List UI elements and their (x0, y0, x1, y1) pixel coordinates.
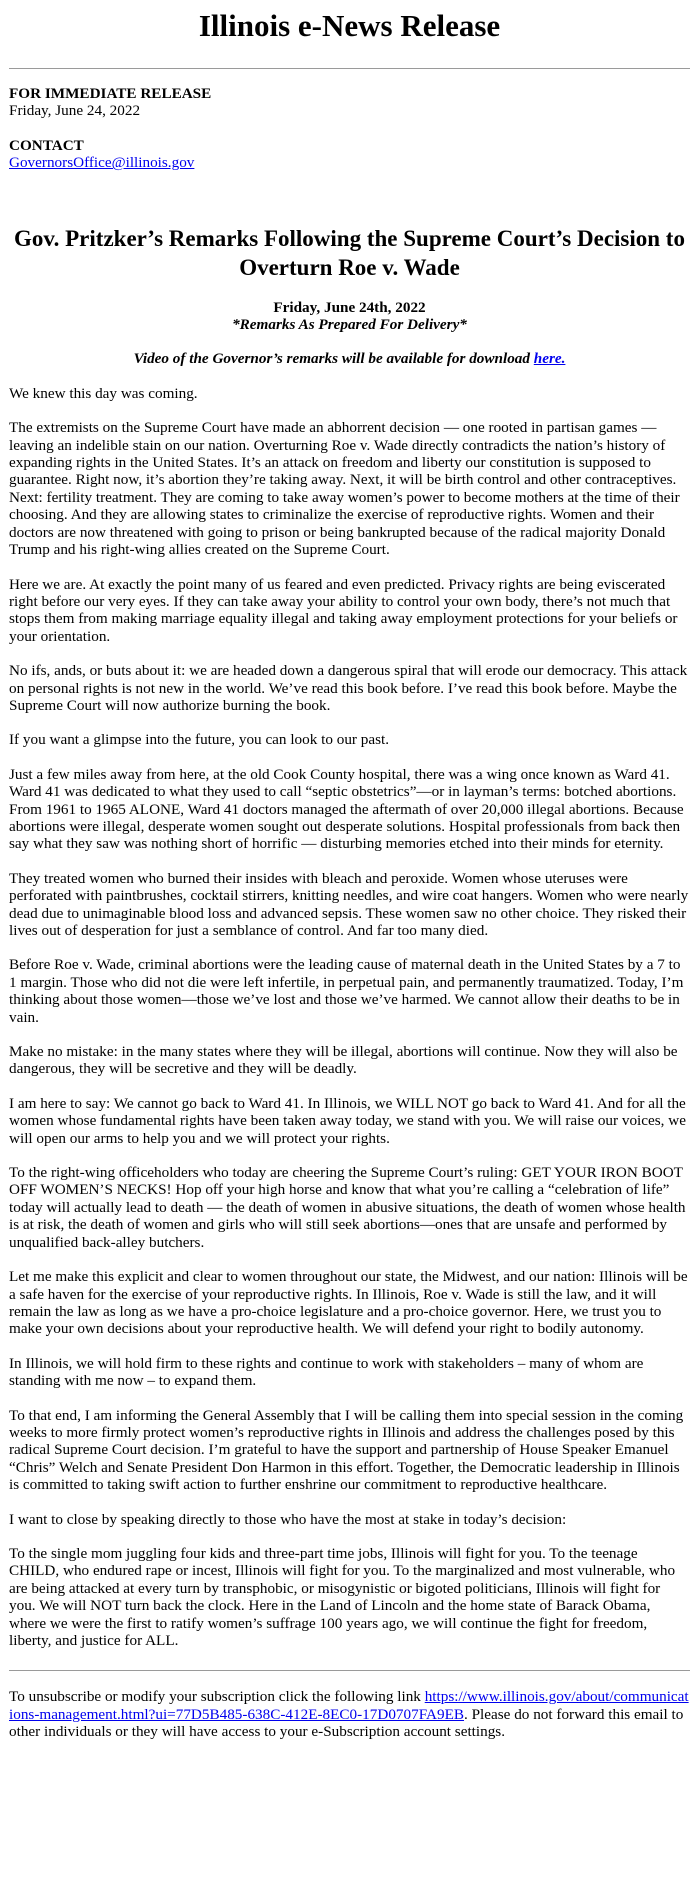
remarks-body (9, 385, 690, 1650)
body-paragraph: They treated women who burned their insides with bleach and peroxide. Women whose uteruses were perforated with paintbrushes, cocktail stirrers, knitting needles, and wire coat hangers. Women who were nearly dead due to unimaginable blood loss and advanced sepsis. These women saw no other choice. They risked their lives out of desperation for just a semblance of control. And far too many died. (9, 869, 689, 939)
body-paragraph: We knew this day was coming. (9, 384, 198, 402)
release-label: FOR IMMEDIATE RELEASE (9, 85, 212, 102)
footer-divider (9, 1670, 690, 1671)
footer-notice (9, 1688, 690, 1752)
body-paragraph: The extremists on the Supreme Court have made an abhorrent decision — one rooted in partisan games — leaving an indelible stain on our nation. Overturning Roe v. Wade directly contradicts the nation’s history of expanding rights in the United States. It’s an attack on freedom and liberty our constitution is supposed to guarantee. Right now, it’s abortion they’re taking away. Next, it will be birth control and other contraceptives. Next: fertility treatment. They are coming to take away women’s power to become mothers at the time of their choosing. And they are allowing states to criminalize the exercise of reproductive rights. Women and their doctors are now threatened with going to prison or being bankrupted because of the radical majority Donald Trump and his right-wing allies created on the Supreme Court. (9, 419, 680, 559)
contact-label: CONTACT (9, 136, 84, 154)
body-paragraph: Here we are. At exactly the point many of us feared and even predicted. Privacy rights are being eviscerated right before our very eyes. If they can take away your ability to control your own body, there’s not much that stops them from making marriage equality illegal and taking away employment protections for your beliefs or your orientation. (9, 575, 678, 645)
body-paragraph: Just a few miles away from here, at the old Cook County hospital, there was a wing once known as Ward 41. Ward 41 was dedicated to what they used to call “septic obstetrics”—or in layman’s terms: botched abortions. From 1961 to 1965 ALONE, Ward 41 doctors managed the aftermath of over 20,000 illegal abortions. Because abortions were illegal, desperate women sought out desperate solutions. Hospital professionals from back then say what they saw was nothing short of horrific — disturbing memories etched into their minds for eternity. (9, 765, 684, 853)
body-paragraph: To the single mom juggling four kids and three-part time jobs, Illinois will fight for you. To the teenage CHILD, who endured rape or incest, Illinois will fight for you. To the marginalized and most vulnerable, who are being attacked at every turn by transphobic, or misogynistic or bigoted politicians, Illinois will fight for you. We will NOT turn back the clock. Here in the Land of Lincoln and the home state of Barack Obama, where we were the first to ratify women’s suffrage 100 years ago, we will continue the fight for freedom, liberty, and justice for ALL. (9, 1544, 676, 1649)
release-date: Friday, June 24, 2022 (9, 102, 141, 120)
page-title: Gov. Pritzker’s Remarks Following the Supreme Court’s Decision to Overturn Roe v. Wade (14, 225, 685, 280)
remarks-date: Friday, June 24th, 2022 (273, 298, 426, 316)
footer-intro: To unsubscribe or modify your subscription click the following link (9, 1688, 425, 1706)
masthead-title: Illinois e-News Release (198, 8, 501, 43)
video-notice-text: Video of the Governor’s remarks will be available for download (133, 350, 534, 368)
body-paragraph: Make no mistake: in the many states where they will be illegal, abortions will continue. Now they will also be dangerous, they will be secretive and they will be deadly. (9, 1043, 678, 1078)
header-divider (9, 68, 690, 69)
body-paragraph: Let me make this explicit and clear to women throughout our state, the Midwest, and our nation: Illinois will be a safe haven for the exercise of your reproductive rights. In Illinois, Roe v. Wade is still the law, and it will remain the law as long as we have a pro-choice legislature and a pro-choice governor. Here, we trust you to make your own decisions about your reproductive health. We will defend your right to bodily autonomy. (9, 1268, 688, 1338)
video-notice (9, 350, 690, 367)
video-download-link[interactable]: here. (533, 350, 566, 368)
contact-email-link[interactable]: GovernorsOffice@illinois.gov (9, 154, 195, 172)
remarks-subtitle: *Remarks As Prepared For Delivery* (232, 316, 467, 334)
body-paragraph: Before Roe v. Wade, criminal abortions were the leading cause of maternal death in the United States by a 7 to 1 margin. Those who did not die were left infertile, in perpetual pain, and permanently traumatized. Today, I’m thinking about those women—those we’ve lost and those we’ve harmed. We cannot allow their deaths to be in vain. (9, 956, 684, 1026)
subscription-management-link[interactable]: https://www.illinois.gov/about/communications-management.html?ui=77D5B485-638C-412E-8EC0-17D0707FA9EB (9, 1688, 689, 1723)
body-paragraph: I am here to say: We cannot go back to Ward 41. In Illinois, we WILL NOT go back to Ward 41. And for all the women whose fundamental rights have been taken away today, we stand with you. We will raise our voices, we will open our arms to help you and we will protect your rights. (9, 1094, 686, 1147)
body-paragraph: I want to close by speaking directly to those who have the most at stake in today’s decision: (9, 1510, 567, 1528)
release-block (9, 85, 690, 120)
body-paragraph: In Illinois, we will hold firm to these rights and continue to work with stakeholders – many of whom are standing with me now – to expand them. (9, 1354, 644, 1390)
body-paragraph: To that end, I am informing the General Assembly that I will be calling them into special session in the coming weeks to more firmly protect women’s reproductive rights in Illinois and address the challenges posed by this radical Supreme Court decision. I’m grateful to have the support and partnership of House Speaker Emanuel “Chris” Welch and Senate President Don Harmon in this effort. Together, the Democratic leadership in Illinois is committed to taking swift action to further enshrine our commitment to reproductive healthcare. (9, 1406, 684, 1494)
contact-block (9, 137, 690, 172)
footer-outro: . Please do not forward this email to other individuals or they will have access to your e-Subscription account settings. (9, 1705, 684, 1741)
body-paragraph: If you want a glimpse into the future, you can look to our past. (9, 731, 390, 749)
body-paragraph: To the right-wing officeholders who today are cheering the Supreme Court’s ruling: GET YOUR IRON BOOT OFF WOMEN’S NECKS! Hop off your high horse and know that what you’re calling a “celebration of life” today will actually lead to death — the death of women in abusive situations, the death of women whose health is at risk, the death of women and girls who will still seek abortions—ones that are unsafe and performed by unqualified back-alley butchers. (9, 1164, 686, 1251)
body-paragraph: No ifs, ands, or buts about it: we are headed down a dangerous spiral that will erode our democracy. This attack on personal rights is not new in the world. We’ve read this book before. I’ve read this book before. Maybe the Supreme Court will now authorize burning the book. (9, 662, 688, 714)
